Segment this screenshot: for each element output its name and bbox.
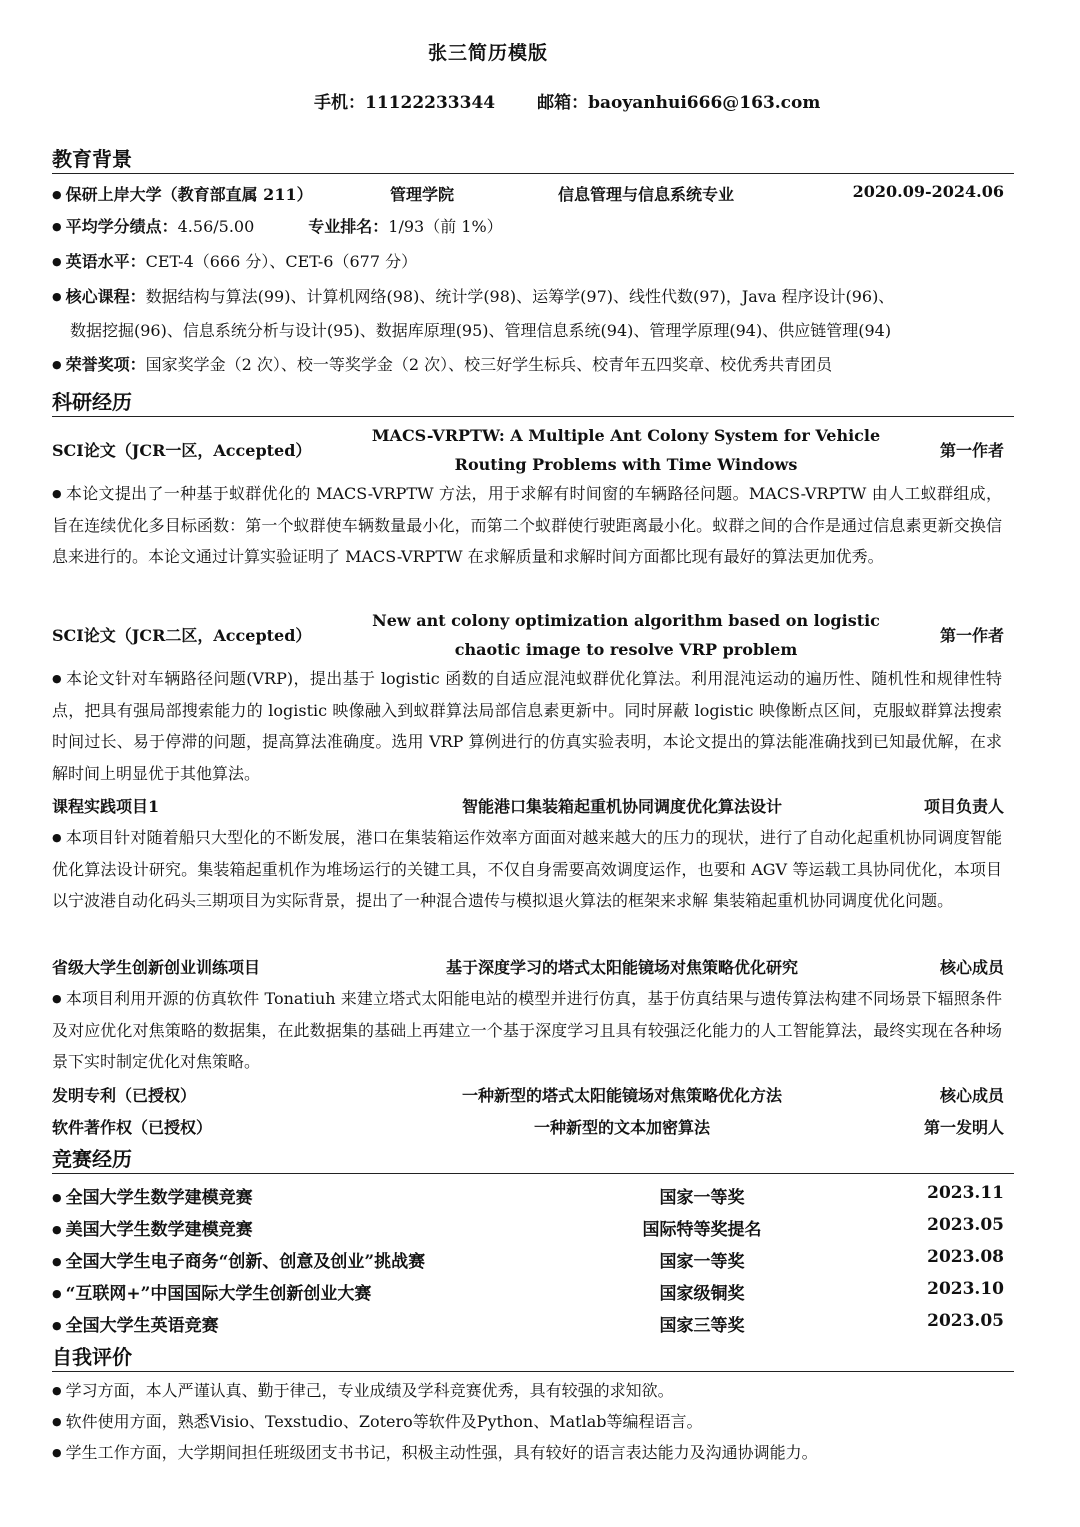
research-item-3-header — [52, 794, 1014, 818]
research-item-1-type: SCI论文（JCR一区，Accepted） — [52, 441, 312, 460]
competition-award: 国际特等奖提名 — [642, 1220, 762, 1240]
research-item-4-type: 省级大学生创新创业训练项目 — [52, 958, 261, 977]
college-name: 管理学院 — [390, 185, 455, 204]
competition-name: ● 全国大学生英语竞赛 — [52, 1311, 219, 1336]
section-research-heading: 科研经历 — [52, 389, 1014, 417]
research-item-2-header — [52, 606, 1014, 664]
research-item-3-role: 项目负责人 — [923, 797, 1004, 816]
gpa-value: 4.56/5.00 — [177, 217, 255, 236]
email-address: baoyanhui666@163.com — [588, 93, 821, 113]
rank-label: 专业排名： — [308, 217, 389, 236]
research-item-4-desc: ● 本项目利用开源的仿真软件 Tonatiuh 来建立塔式太阳能电站的模型并进行仿真，基于仿真结果与遗传算法构建不同场景下辐照条件及对应优化对焦策略的数据集，在此数据集的基础上再建立一个基于深度学习且具有较强泛化能力的人工智能算法，最终实现在各种场景下实时制定优化对焦策略。 — [52, 989, 1002, 1071]
research-item-1-desc: ● 本论文提出了一种基于蚁群优化的 MACS-VRPTW 方法，用于求解有时间窗的车辆路径问题。MACS-VRPTW 由人工蚁群组成，旨在连续优化多目标函数：第一个蚁群使车辆数量最小化，而第二个蚁群使行驶距离最小化。蚁群之间的合作是通过信息素更新交换信息来进行的。本论文通过计算实验证明了 MACS-VRPTW 在求解质量和求解时间方面都比现有最好的算法更加优秀。 — [52, 484, 1002, 566]
research-item-6-header — [52, 1115, 1014, 1139]
competition-row — [52, 1183, 1014, 1207]
major-name: 信息管理与信息系统专业 — [558, 185, 735, 204]
honors-value: 国家奖学金（2 次）、校一等奖学金（2 次）、校三好学生标兵、校青年五四奖章、校优秀共青团员 — [145, 355, 833, 374]
section-self-eval-heading: 自我评价 — [52, 1344, 1014, 1372]
research-item-3-desc: ● 本项目针对随着船只大型化的不断发展，港口在集装箱运作效率方面面对越来越大的压力的现状，进行了自动化起重机协同调度智能优化算法设计研究。集装箱起重机作为堆场运行的关键工具，不仅自身需要高效调度运作，也要和 AGV 等运载工具协同优化，本项目以宁波港自动化码头三期项目为实际背景，提出了一种混合遗传与模拟退火算法的框架来求解 集装箱起重机协同调度优化问题。 — [52, 828, 1002, 910]
research-item-4-role: 核心成员 — [939, 958, 1004, 977]
competition-date: 2023.05 — [927, 1215, 1004, 1235]
self-eval-item: ● 学习方面，本人严谨认真、勤于律己，专业成绩及学科竞赛优秀，具有较强的求知欲。 — [52, 1381, 1014, 1401]
section-education-heading: 教育背景 — [52, 146, 1014, 174]
competition-row — [52, 1279, 1014, 1303]
research-item-6-type: 软件著作权（已授权） — [52, 1118, 213, 1137]
research-item-2-title: New ant colony optimization algorithm based on logistic chaotic image to resolve VRP problem — [372, 611, 880, 659]
competition-name: ● 全国大学生电子商务“创新、创意及创业”挑战赛 — [52, 1247, 425, 1272]
competition-date: 2023.10 — [927, 1279, 1004, 1299]
resume-body — [52, 0, 1014, 1527]
competition-row — [52, 1215, 1014, 1239]
honors-row — [52, 355, 1014, 375]
research-item-3-title: 智能港口集装箱起重机协同调度优化算法设计 — [461, 797, 782, 816]
gpa-label: 平均学分绩点： — [65, 217, 178, 236]
email-label: 邮箱： — [537, 93, 589, 113]
english-label: 英语水平： — [65, 252, 146, 271]
research-item-4-title: 基于深度学习的塔式太阳能镜场对焦策略优化研究 — [445, 958, 798, 977]
research-item-5-title: 一种新型的塔式太阳能镜场对焦策略优化方法 — [461, 1086, 782, 1105]
courses-row — [52, 287, 1014, 307]
english-row — [52, 252, 1014, 272]
self-eval-item: ● 学生工作方面，大学期间担任班级团支书书记，积极主动性强，具有较好的语言表达能力及沟通协调能力。 — [52, 1443, 1014, 1463]
self-eval-item: ● 软件使用方面，熟悉Visio、Texstudio、Zotero等软件及Python、Matlab等编程语言。 — [52, 1412, 1014, 1432]
competition-row — [52, 1311, 1014, 1335]
resume-title: 张三简历模版 — [427, 42, 548, 64]
gpa-row — [52, 217, 1014, 237]
competition-date: 2023.11 — [927, 1183, 1004, 1203]
school-name: ● 保研上岸大学（教育部直属 211） — [52, 182, 313, 205]
research-item-6-title: 一种新型的文本加密算法 — [533, 1118, 710, 1137]
research-item-1-title: MACS-VRPTW: A Multiple Ant Colony System for Vehicle Routing Problems with Time Windows — [371, 426, 881, 474]
research-item-2-desc: ● 本论文针对车辆路径问题(VRP)，提出基于 logistic 函数的自适应混沌蚁群优化算法。利用混沌运动的遍历性、随机性和规律性特点，把具有强局部搜索能力的 logistic 映像融入到蚁群算法局部信息素更新中。同时屏蔽 logistic 映像断点区间，克服蚁群算法搜索时间过长、易于停滞的问题，提高算法准确度。选用 VRP 算例进行的仿真实验表明，本论文提出的算法能准确找到已知最优解，在求解时间上明显优于其他算法。 — [52, 669, 1002, 783]
research-item-5-role: 核心成员 — [939, 1086, 1004, 1105]
research-item-2-type: SCI论文（JCR二区，Accepted） — [52, 626, 312, 645]
competition-award: 国家级铜奖 — [659, 1284, 745, 1304]
english-value: CET-4（666 分）、CET-6（677 分） — [145, 252, 418, 271]
honors-label: 荣誉奖项： — [65, 355, 146, 374]
section-competition-heading: 竞赛经历 — [52, 1146, 1014, 1174]
competition-award: 国家一等奖 — [659, 1252, 745, 1272]
research-item-1-header — [52, 421, 1014, 479]
competition-name: ● 全国大学生数学建模竞赛 — [52, 1183, 253, 1208]
research-item-2-role: 第一作者 — [939, 626, 1004, 645]
research-item-5-type: 发明专利（已授权） — [52, 1086, 197, 1105]
rank-value: 1/93（前 1%） — [388, 217, 503, 236]
phone-number: 11122233344 — [365, 93, 496, 113]
competition-date: 2023.05 — [927, 1311, 1004, 1331]
research-item-1-role: 第一作者 — [939, 441, 1004, 460]
competition-award: 国家三等奖 — [659, 1316, 745, 1336]
competition-award: 国家一等奖 — [659, 1188, 745, 1208]
courses-line-1: 数据结构与算法(99)、计算机网络(98)、统计学(98)、运筹学(97)、线性代数(97)，Java 程序设计(96)、 — [145, 287, 895, 306]
competition-row — [52, 1247, 1014, 1271]
study-period: 2020.09-2024.06 — [852, 182, 1004, 201]
research-item-4-header — [52, 955, 1014, 979]
phone-label: 手机： — [314, 93, 365, 113]
courses-line-2: 数据挖掘(96)、信息系统分析与设计(95)、数据库原理(95)、管理信息系统(94)、管理学原理(94)、供应链管理(94) — [70, 321, 892, 340]
competition-name: ● “互联网+”中国国际大学生创新创业大赛 — [52, 1279, 371, 1304]
research-item-5-header — [52, 1083, 1014, 1107]
courses-label: 核心课程： — [65, 287, 146, 306]
competition-name: ● 美国大学生数学建模竞赛 — [52, 1215, 253, 1240]
competition-date: 2023.08 — [927, 1247, 1004, 1267]
research-item-6-role: 第一发明人 — [923, 1118, 1004, 1137]
research-item-3-type: 课程实践项目1 — [52, 797, 160, 816]
